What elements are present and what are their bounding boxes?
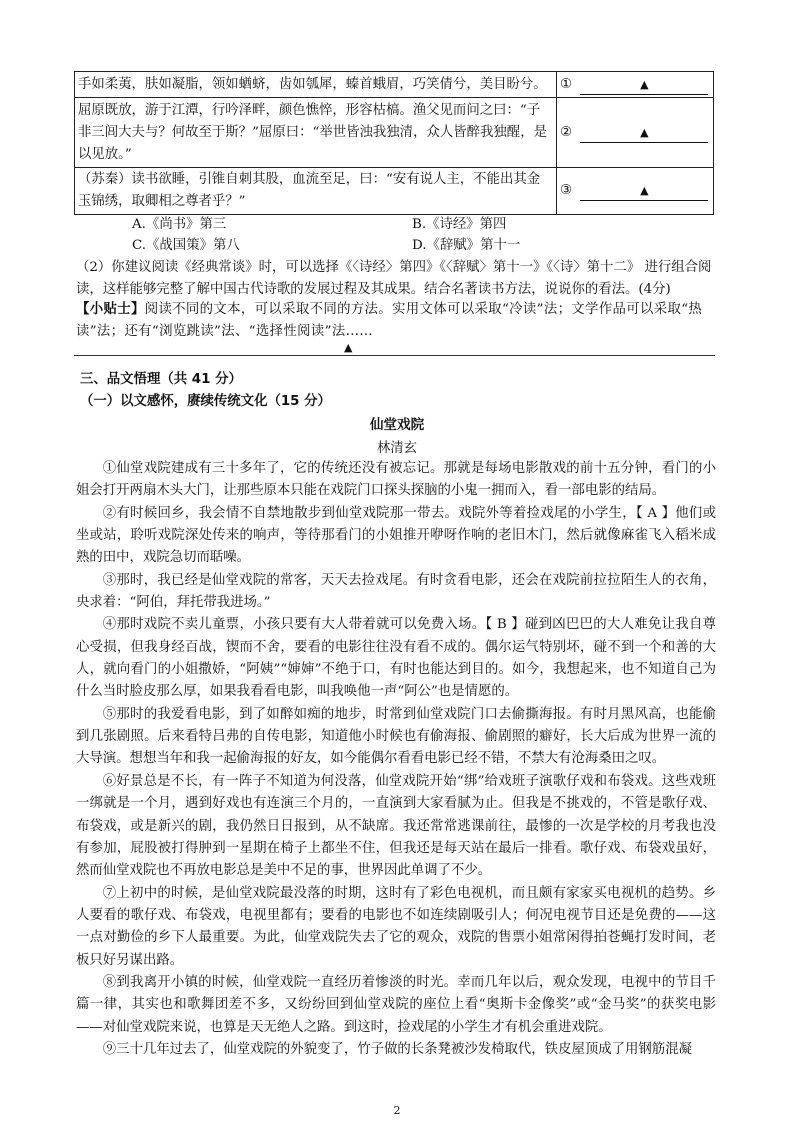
answer-number: ① xyxy=(560,76,573,92)
option-c: C.《战国策》第八 xyxy=(132,238,240,253)
answer-blank[interactable] xyxy=(580,184,708,201)
option-d: D.《辞赋》第十一 xyxy=(412,238,521,253)
table-row xyxy=(75,72,714,98)
quote-cell: 屈原既放，游于江潭，行吟泽畔，颜色憔悴，形容枯槁。渔父见而问之曰：“子非三闾大夫与？何故至于斯？”屈原曰：“举世皆浊我独清，众人皆醉我独醒，是以见放。” xyxy=(75,98,557,168)
paragraph: ⑧到我离开小镇的时候，仙堂戏院一直经历着惨淡的时光。幸而几年以后，观众发现，电视中的节目千篇一律，其实也和歌舞团差不多，又纷纷回到仙堂戏院的座位上看“奥斯卡金像奖”或“金马奖”的获奖电影——对仙堂戏院来说，也算是天无绝人之路。到这时，捡戏尾的小学生才有机会重进戏院。 xyxy=(76,974,716,1035)
quote-cell: （苏秦）读书欲睡，引锥自刺其股，血流至足，曰：“安有说人主，不能出其金玉锦绣，取卿相之尊者乎？” xyxy=(75,168,557,215)
section-heading: 三、品文悟理（共 41 分） xyxy=(80,372,242,387)
tip-label: 【小贴士】 xyxy=(76,301,145,317)
section-subheading: （一）以文感怀，赓续传统文化（15 分） xyxy=(80,394,331,409)
answer-line[interactable] xyxy=(74,355,715,356)
answer-cell[interactable] xyxy=(557,72,714,98)
article-title: 仙堂戏院 xyxy=(369,417,425,433)
option-b: B.《诗经》第四 xyxy=(412,217,507,232)
triangle-icon: ▲ xyxy=(344,341,353,354)
triangle-icon: ▲ xyxy=(640,125,649,139)
tip-text: 阅读不同的文本，可以采取不同的方法。实用文体可以采取“冷读”法；文学作品可以采取“热读”法；还有“浏览跳读”法、“选择性阅读”法…… xyxy=(76,302,703,339)
article-body xyxy=(76,458,716,1061)
paragraph: ⑨三十几年过去了，仙堂戏院的外貌变了，竹子做的长条凳被沙发椅取代，铁皮屋顶成了用钢筋混凝 xyxy=(102,1041,692,1057)
table-row xyxy=(75,98,714,168)
paragraph: ⑤那时的我爱看电影，到了如醉如痴的地步，时常到仙堂戏院门口去偷撕海报。有时月黑风高，也能偷到几张剧照。后来看特吕弗的自传电影，知道他小时候也有偷海报、偷剧照的癖好，长大后成为世界一流的大导演。想想当年和我一起偷海报的好友，如今能偶尔看看电影已经不错，不禁大有沧海桑田之叹。 xyxy=(76,706,716,767)
paragraph: ⑥好景总是不长，有一阵子不知道为何没落，仙堂戏院开始“绑”给戏班子演歌仔戏和布袋戏。这些戏班一绑就是一个月，遇到好戏也有连演三个月的，一直演到大家看腻为止。但我是不挑戏的，不管是歌仔戏、布袋戏，或是新兴的剧，我仍然日日报到，从不缺席。我还常常逃课前往，最惨的一次是学校的月考我也没有参加，屁股被打得肿到一星期在椅子上都坐不住，但我还是每天站在最后一排看。歌仔戏、布袋戏虽好，然而仙堂戏院也不再放电影总是美中不足的事，世界因此单调了不少。 xyxy=(76,773,716,879)
answer-cell[interactable] xyxy=(557,168,714,215)
option-a: A.《尚书》第三 xyxy=(132,217,227,232)
triangle-icon: ▲ xyxy=(640,77,649,91)
table-row xyxy=(75,168,714,215)
paragraph: ④那时戏院不卖儿童票，小孩只要有大人带着就可以免费入场。【 B 】碰到凶巴巴的大人难免让我自尊心受损，但我身经百战，锲而不舍，要看的电影往往没有看不成的。偶尔运气特别坏，碰不到一个和善的大人，就向看门的小姐撒娇，“阿姨”“婶婶”不绝于口，有时也能达到目的。如今，我想起来，也不知道自己为什么当时脸皮那么厚，如果我看看电影，叫我唤他一声“阿公”也是情愿的。 xyxy=(76,617,716,700)
triangle-icon: ▲ xyxy=(640,184,649,197)
matching-table xyxy=(74,71,714,215)
answer-number: ③ xyxy=(560,183,573,198)
answer-blank[interactable] xyxy=(580,126,708,143)
tip-box xyxy=(76,298,716,343)
paragraph: ③那时，我已经是仙堂戏院的常客，天天去捡戏尾。有时贪看电影，还会在戏院前拉拉陌生人的衣角，央求着：“阿伯，拜托带我进场。” xyxy=(76,572,716,611)
article-author: 林清玄 xyxy=(376,441,418,456)
paragraph: ①仙堂戏院建成有三十多年了，它的传统还没有被忘记。那就是每场电影散戏的前十五分钟，看门的小姐会打开两扇木头大门，让那些原本只能在戏院门口探头探脑的小鬼一拥而入，看一部电影的结局。 xyxy=(76,461,716,499)
quote-cell: 手如柔荑，肤如凝脂，领如蝤蛴，齿如瓠犀，螓首蛾眉，巧笑倩兮，美目盼兮。 xyxy=(75,72,557,98)
paragraph: ⑦上初中的时候，是仙堂戏院最没落的时期，这时有了彩色电视机，而且颇有家家买电视机的趋势。乡人要看的歌仔戏、布袋戏，电视里都有；要看的电影也不如连续剧吸引人；何况电视节目还是免费的——这一点对勤俭的乡下人最重要。为此，仙堂戏院失去了它的观众，戏院的售票小姐常闲得拍苍蝇打发时间，老板只好另谋出路。 xyxy=(76,885,716,968)
page-number: 2 xyxy=(393,1104,401,1117)
answer-cell[interactable] xyxy=(557,98,714,168)
question-2: （2）你建议阅读《经典常谈》时，可以选择《〈诗经〉第四》《〈辞赋〉第十一》《〈诗〉第十二》 进行组合阅读，这样能够完整了解中国古代诗歌的发展过程及其成果。结合名著读书方法，说说你的看法。(4分) xyxy=(76,260,712,297)
answer-blank[interactable] xyxy=(580,78,708,95)
answer-number: ② xyxy=(560,124,573,140)
paragraph: ②有时候回乡，我会情不自禁地散步到仙堂戏院那一带去。戏院外等着捡戏尾的小学生，【 A 】他们或坐或站，聆听戏院深处传来的响声，等待那看门的小姐推开咿呀作响的老旧木门，然后就像麻雀飞入稻米成熟的田中，戏院急切而聒噪。 xyxy=(76,505,716,566)
